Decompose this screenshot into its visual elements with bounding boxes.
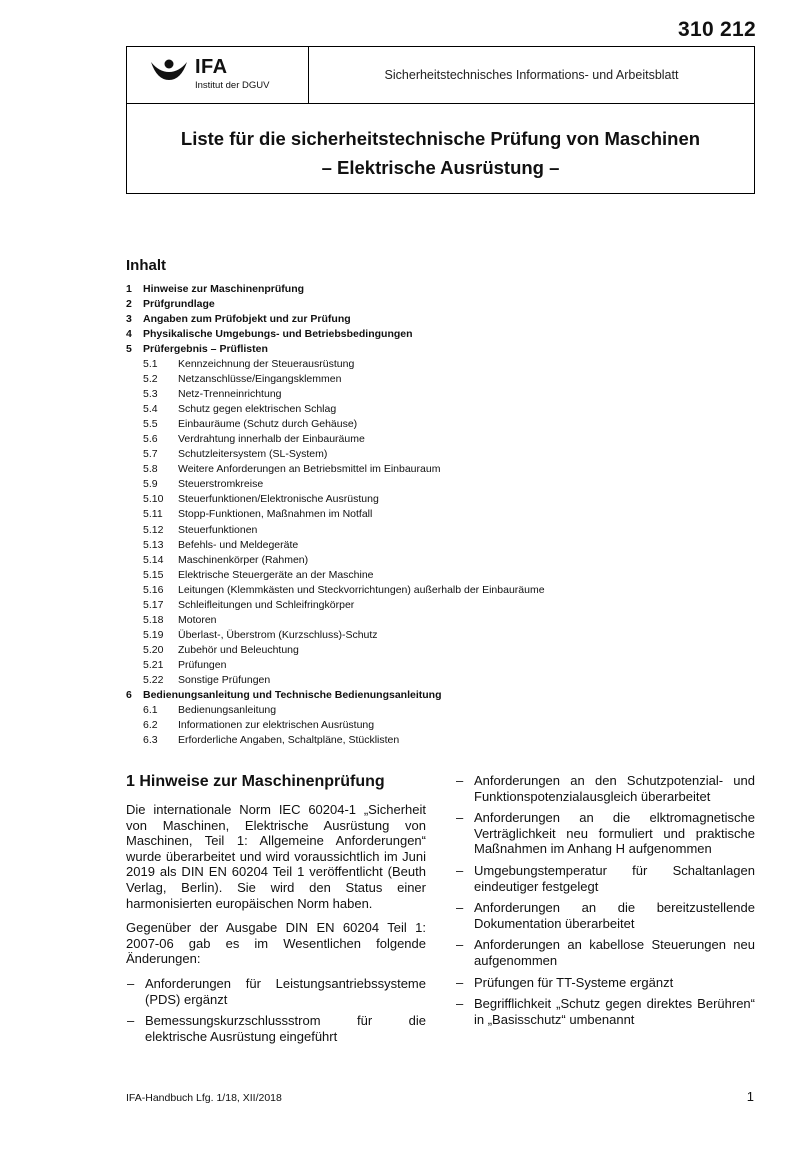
toc-item (126, 387, 755, 402)
toc-item (126, 703, 755, 718)
toc-item (126, 538, 755, 553)
toc-item (126, 312, 755, 327)
header-subtitle: Sicherheitstechnisches Informations- und Arbeitsblatt (384, 68, 679, 82)
toc-item (126, 658, 755, 673)
toc-item-label: Verdrahtung innerhalb der Einbauräume (178, 433, 365, 446)
toc-item-label: Schutz gegen elektrischen Schlag (178, 403, 337, 416)
toc-item-number: 5.14 (143, 553, 164, 566)
list-item: – Bemessungskurzschlussstrom für die elektrische Ausrüstung eingeführt (126, 1013, 426, 1044)
toc-item (126, 613, 755, 628)
title-line-1: Liste für die sicherheitstechnische Prüfung von Maschinen (180, 128, 701, 149)
ifa-logo-icon (149, 59, 189, 83)
toc-item-label: Prüfungen (178, 658, 227, 671)
toc-list (126, 282, 755, 748)
toc-item-label: Elektrische Steuergeräte an der Maschine (178, 568, 374, 581)
text-column-left (126, 770, 426, 1050)
toc-item-number: 2 (126, 298, 132, 310)
toc-item-number: 6.1 (143, 704, 158, 717)
toc-item-number: 5.9 (143, 478, 158, 491)
toc-item-number: 5.3 (143, 388, 158, 401)
paragraph: Die internationale Norm IEC 60204-1 „Sicherheit von Maschinen, Elektrische Ausrüstung von Maschinen, Teil 1: Allgemeine Anforderungen“ wurde überarbeitet und wird voraussichtlich im Juni 2019 als DIN EN 60204 Teil 1 veröffentlicht (Beuth Verlag, Berlin). Sie wird den Status einer harmonisierten europäischen Norm haben. (126, 802, 426, 911)
toc-item (126, 568, 755, 583)
toc-item-label: Schutzleitersystem (SL-System) (178, 448, 328, 461)
toc-item-number: 5.15 (143, 568, 164, 581)
toc-item-number: 5.7 (143, 448, 158, 461)
document-number: 310 212 (677, 18, 756, 41)
toc-item-number: 5.4 (143, 403, 158, 416)
toc-item-number: 5.17 (143, 598, 164, 611)
list-item: – Begrifflichkeit „Schutz gegen direktes Berühren“ in „Basisschutz“ umbenannt (455, 996, 755, 1027)
toc-item (126, 447, 755, 462)
toc-item-number: 5.1 (143, 358, 158, 370)
toc-item-number: 5.18 (143, 613, 164, 626)
list-item: – Anforderungen an die bereitzustellende Dokumentation überarbeitet (455, 900, 755, 931)
toc-item-label: Steuerfunktionen (178, 523, 258, 536)
ifa-logo (127, 47, 309, 103)
toc-item-number: 5.2 (143, 373, 158, 386)
toc-item-number: 5.5 (143, 418, 158, 431)
toc-item (126, 282, 755, 297)
list-item: – Anforderungen an den Schutzpotenzial- und Funktionspotenzialausgleich überarbeitet (455, 773, 755, 804)
toc-item-number: 5 (126, 343, 132, 355)
toc-item-label: Maschinenkörper (Rahmen) (178, 553, 309, 566)
list-item: – Prüfungen für TT-Systeme ergänzt (455, 975, 755, 991)
toc-item-label: Prüfergebnis – Prüflisten (143, 343, 268, 355)
logo-text: IFA (195, 56, 228, 78)
toc-item-label: Überlast-, Überstrom (Kurzschluss)-Schutz (178, 628, 378, 641)
paragraph: Gegenüber der Ausgabe DIN EN 60204 Teil 1: 2007-06 gab es im Wesentlichen folgende Änderungen: (126, 920, 426, 967)
footer-publication: IFA-Handbuch Lfg. 1/18, XII/2018 (126, 1092, 282, 1104)
toc-item (126, 357, 755, 372)
toc-item-number: 5.20 (143, 643, 164, 656)
change-list-right (455, 773, 755, 1027)
toc-item-label: Netz-Trenneinrichtung (178, 388, 282, 401)
toc-item-label: Informationen zur elektrischen Ausrüstung (178, 719, 375, 732)
toc-item-label: Hinweise zur Maschinenprüfung (143, 283, 305, 295)
toc-item (126, 523, 755, 538)
list-item: – Anforderungen an die elktromagnetische Verträglichkeit neu formuliert und praktische Maßnahmen im Anhang H aufgenommen (455, 810, 755, 857)
toc-item-label: Angaben zum Prüfobjekt und zur Prüfung (143, 313, 351, 325)
toc-item (126, 628, 755, 643)
toc-item (126, 733, 755, 748)
toc-item-number: 5.10 (143, 493, 164, 506)
toc-heading: Inhalt (126, 257, 166, 274)
toc-item-number: 1 (126, 283, 132, 295)
change-list-left (126, 976, 426, 1044)
toc-item (126, 462, 755, 477)
toc-item-label: Weitere Anforderungen an Betriebsmittel im Einbauraum (178, 463, 441, 476)
toc-item (126, 583, 755, 598)
toc-item (126, 477, 755, 492)
list-item: – Umgebungstemperatur für Schaltanlagen eindeutiger festgelegt (455, 863, 755, 894)
toc-item-number: 3 (126, 313, 132, 325)
toc-item-label: Steuerfunktionen/Elektronische Ausrüstung (178, 493, 379, 506)
toc-item-label: Motoren (178, 613, 217, 626)
toc-item (126, 643, 755, 658)
toc-item-label: Bedienungsanleitung (178, 704, 277, 717)
toc-item-number: 5.21 (143, 658, 164, 671)
toc-item (126, 372, 755, 387)
toc-item (126, 417, 755, 432)
toc-item-number: 5.16 (143, 583, 164, 596)
logo-subtext: Institut der DGUV (195, 80, 270, 91)
toc-item-label: Schleifleitungen und Schleifringkörper (178, 598, 355, 611)
toc-item-number: 5.22 (143, 673, 164, 686)
toc-item (126, 492, 755, 507)
toc-item-label: Bedienungsanleitung und Technische Bedienungsanleitung (143, 689, 442, 702)
toc-item-number: 6.3 (143, 734, 158, 747)
toc-item-label: Netzanschlüsse/Eingangsklemmen (178, 373, 342, 386)
toc-item-label: Kennzeichnung der Steuerausrüstung (178, 358, 355, 370)
toc-item (126, 327, 755, 342)
list-item: – Anforderungen für Leistungsantriebssysteme (PDS) ergänzt (126, 976, 426, 1007)
toc-item (126, 402, 755, 417)
document-header (126, 46, 755, 194)
toc-item (126, 507, 755, 522)
toc-item (126, 688, 755, 703)
toc-item-label: Sonstige Prüfungen (178, 673, 271, 686)
toc-item (126, 718, 755, 733)
toc-item (126, 297, 755, 312)
toc-item-number: 5.8 (143, 463, 158, 476)
toc-item-label: Stopp-Funktionen, Maßnahmen im Notfall (178, 508, 373, 521)
toc-item (126, 553, 755, 568)
document-title (127, 104, 754, 182)
toc-item-label: Steuerstromkreise (178, 478, 264, 491)
toc-item-number: 5.6 (143, 433, 158, 446)
toc-item (126, 673, 755, 688)
toc-item-label: Einbauräume (Schutz durch Gehäuse) (178, 418, 358, 431)
text-column-right (455, 773, 755, 1033)
table-of-contents (126, 257, 755, 748)
toc-item-label: Zubehör und Beleuchtung (178, 643, 299, 656)
title-line-2: – Elektrische Ausrüstung – (321, 157, 560, 178)
toc-item-number: 5.12 (143, 523, 164, 536)
toc-item-label: Erforderliche Angaben, Schaltpläne, Stücklisten (178, 734, 400, 747)
page-number: 1 (746, 1089, 754, 1104)
toc-item-label: Leitungen (Klemmkästen und Steckvorrichtungen) außerhalb der Einbauräume (178, 583, 545, 596)
toc-item-number: 5.13 (143, 538, 164, 551)
toc-item (126, 432, 755, 447)
toc-item-label: Prüfgrundlage (143, 298, 215, 310)
toc-item (126, 342, 755, 357)
toc-item-number: 5.11 (143, 508, 163, 521)
toc-item-number: 6 (126, 689, 132, 702)
list-item: – Anforderungen an kabellose Steuerungen neu aufgenommen (455, 937, 755, 968)
toc-item-number: 4 (126, 328, 132, 340)
section-heading: 1 Hinweise zur Maschinenprüfung (126, 773, 385, 790)
toc-item-number: 6.2 (143, 719, 158, 732)
toc-item-label: Befehls- und Meldegeräte (178, 538, 299, 551)
toc-item (126, 598, 755, 613)
toc-item-number: 5.19 (143, 628, 164, 641)
toc-item-label: Physikalische Umgebungs- und Betriebsbedingungen (143, 328, 413, 340)
